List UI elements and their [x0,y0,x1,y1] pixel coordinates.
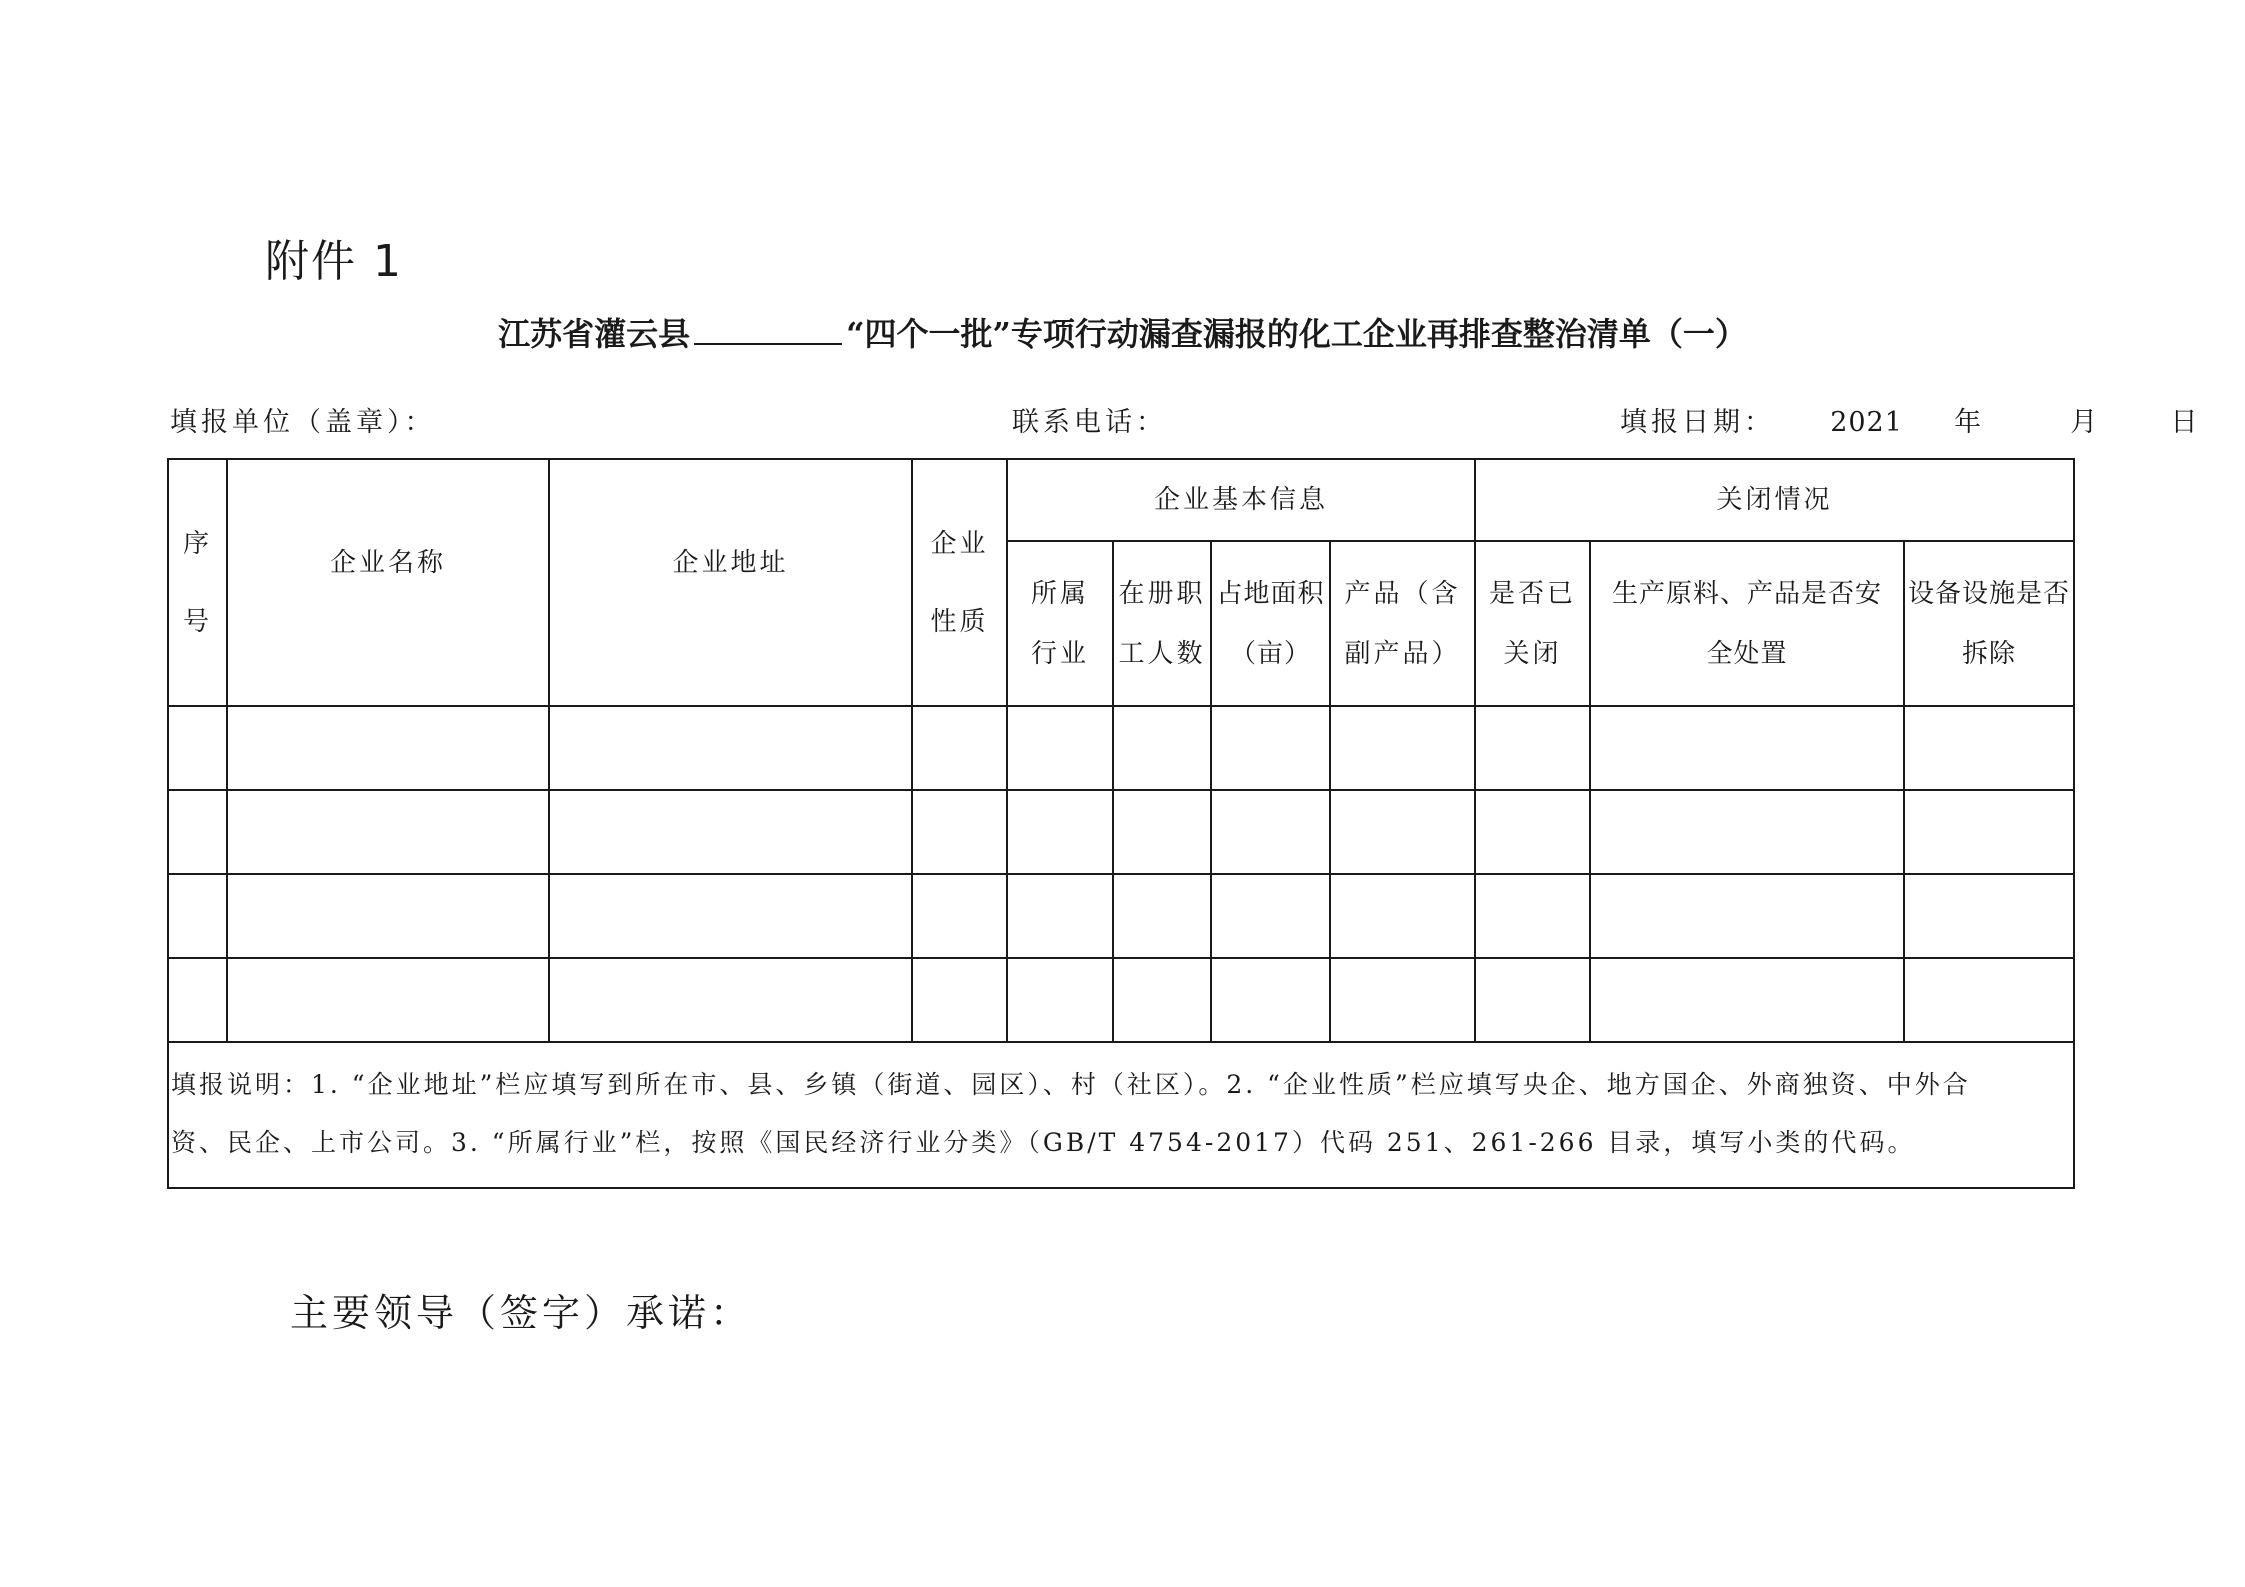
table-cell[interactable] [227,874,549,958]
header-company-name: 企业名称 [227,459,549,706]
header-land-area: 占地面积 （亩） [1211,541,1330,706]
table-cell[interactable] [1475,790,1590,874]
table-cell[interactable] [1007,874,1113,958]
table-row [168,874,2074,958]
table-cell[interactable] [227,706,549,790]
table-cell[interactable] [1904,790,2074,874]
title-prefix: 江苏省灌云县 [498,315,691,353]
table-cell[interactable] [912,958,1007,1042]
header-group-basic-info: 企业基本信息 [1007,459,1475,541]
header-is-closed: 是否已 关闭 [1475,541,1590,706]
header-materials-disposed: 生产原料、产品是否安 全处置 [1590,541,1904,706]
date-month-unit: 月 [2070,407,2102,438]
phone-label: 联系电话： [1012,407,1167,438]
table-cell[interactable] [1330,958,1475,1042]
table-row [168,790,2074,874]
table-cell[interactable] [1475,874,1590,958]
table-cell[interactable] [1113,874,1211,958]
table-row [168,958,2074,1042]
date-year-unit: 年 [1954,407,1986,438]
instructions-line-2: 资、民企、上市公司。3. “所属行业”栏，按照《国民经济行业分类》（GB/T 4754-2017）代码 251、261-266 目录，填写小类的代码。 [171,1128,1916,1157]
header-industry: 所属 行业 [1007,541,1113,706]
header-equipment-removed: 设备设施是否 拆除 [1904,541,2074,706]
table-cell[interactable] [549,958,912,1042]
table-cell[interactable] [1904,874,2074,958]
table-cell[interactable] [549,790,912,874]
table-cell[interactable] [1007,958,1113,1042]
header-company-address: 企业地址 [549,459,912,706]
table-cell[interactable] [1007,790,1113,874]
table-cell[interactable] [1211,874,1330,958]
table-cell[interactable] [1211,958,1330,1042]
table-cell[interactable] [168,790,227,874]
table-cell[interactable] [168,958,227,1042]
table-cell[interactable] [912,874,1007,958]
table-cell[interactable] [1330,706,1475,790]
title-suffix: “四个一批”专项行动漏查漏报的化工企业再排查整治清单（一） [846,315,1747,353]
document-title [0,309,2245,355]
table-cell[interactable] [1590,706,1904,790]
table-cell[interactable] [549,874,912,958]
filling-instructions [168,1042,2074,1188]
title-blank-field[interactable] [694,317,842,345]
date-year: 2021 [1830,407,1903,438]
date-day-unit: 日 [2170,407,2202,438]
table-cell[interactable] [1113,790,1211,874]
table-cell[interactable] [1211,706,1330,790]
table-cell[interactable] [1590,958,1904,1042]
date-label: 填报日期： [1620,407,1775,438]
table-cell[interactable] [1113,706,1211,790]
table-cell[interactable] [1475,706,1590,790]
table-row [168,706,2074,790]
table-cell[interactable] [1007,706,1113,790]
table-cell[interactable] [1330,874,1475,958]
header-seq: 序 号 [168,459,227,706]
leader-signature-pledge: 主要领导（签字）承诺： [290,1291,753,1335]
table-cell[interactable] [1211,790,1330,874]
table-cell[interactable] [1330,790,1475,874]
header-products: 产品（含 副产品） [1330,541,1475,706]
table-cell[interactable] [549,706,912,790]
header-group-close-status: 关闭情况 [1475,459,2074,541]
table-cell[interactable] [1904,706,2074,790]
date-block [1620,400,2201,439]
table-cell[interactable] [1904,958,2074,1042]
table-cell[interactable] [1113,958,1211,1042]
header-staff-count: 在册职 工人数 [1113,541,1211,706]
table-cell[interactable] [1590,790,1904,874]
table-cell[interactable] [1590,874,1904,958]
table-cell[interactable] [227,958,549,1042]
table-cell[interactable] [912,706,1007,790]
unit-label: 填报单位（盖章）： [170,407,436,438]
table-cell[interactable] [912,790,1007,874]
table-cell[interactable] [227,790,549,874]
table-cell[interactable] [168,874,227,958]
table-cell[interactable] [1475,958,1590,1042]
header-company-nature: 企业 性质 [912,459,1007,706]
table-cell[interactable] [168,706,227,790]
attachment-label: 附件 1 [265,236,403,287]
instructions-line-1: 填报说明：1. “企业地址”栏应填写到所在市、县、乡镇（街道、园区）、村（社区）。2. “企业性质”栏应填写央企、地方国企、外商独资、中外合 [171,1070,1971,1099]
rectification-table [167,458,2075,1189]
